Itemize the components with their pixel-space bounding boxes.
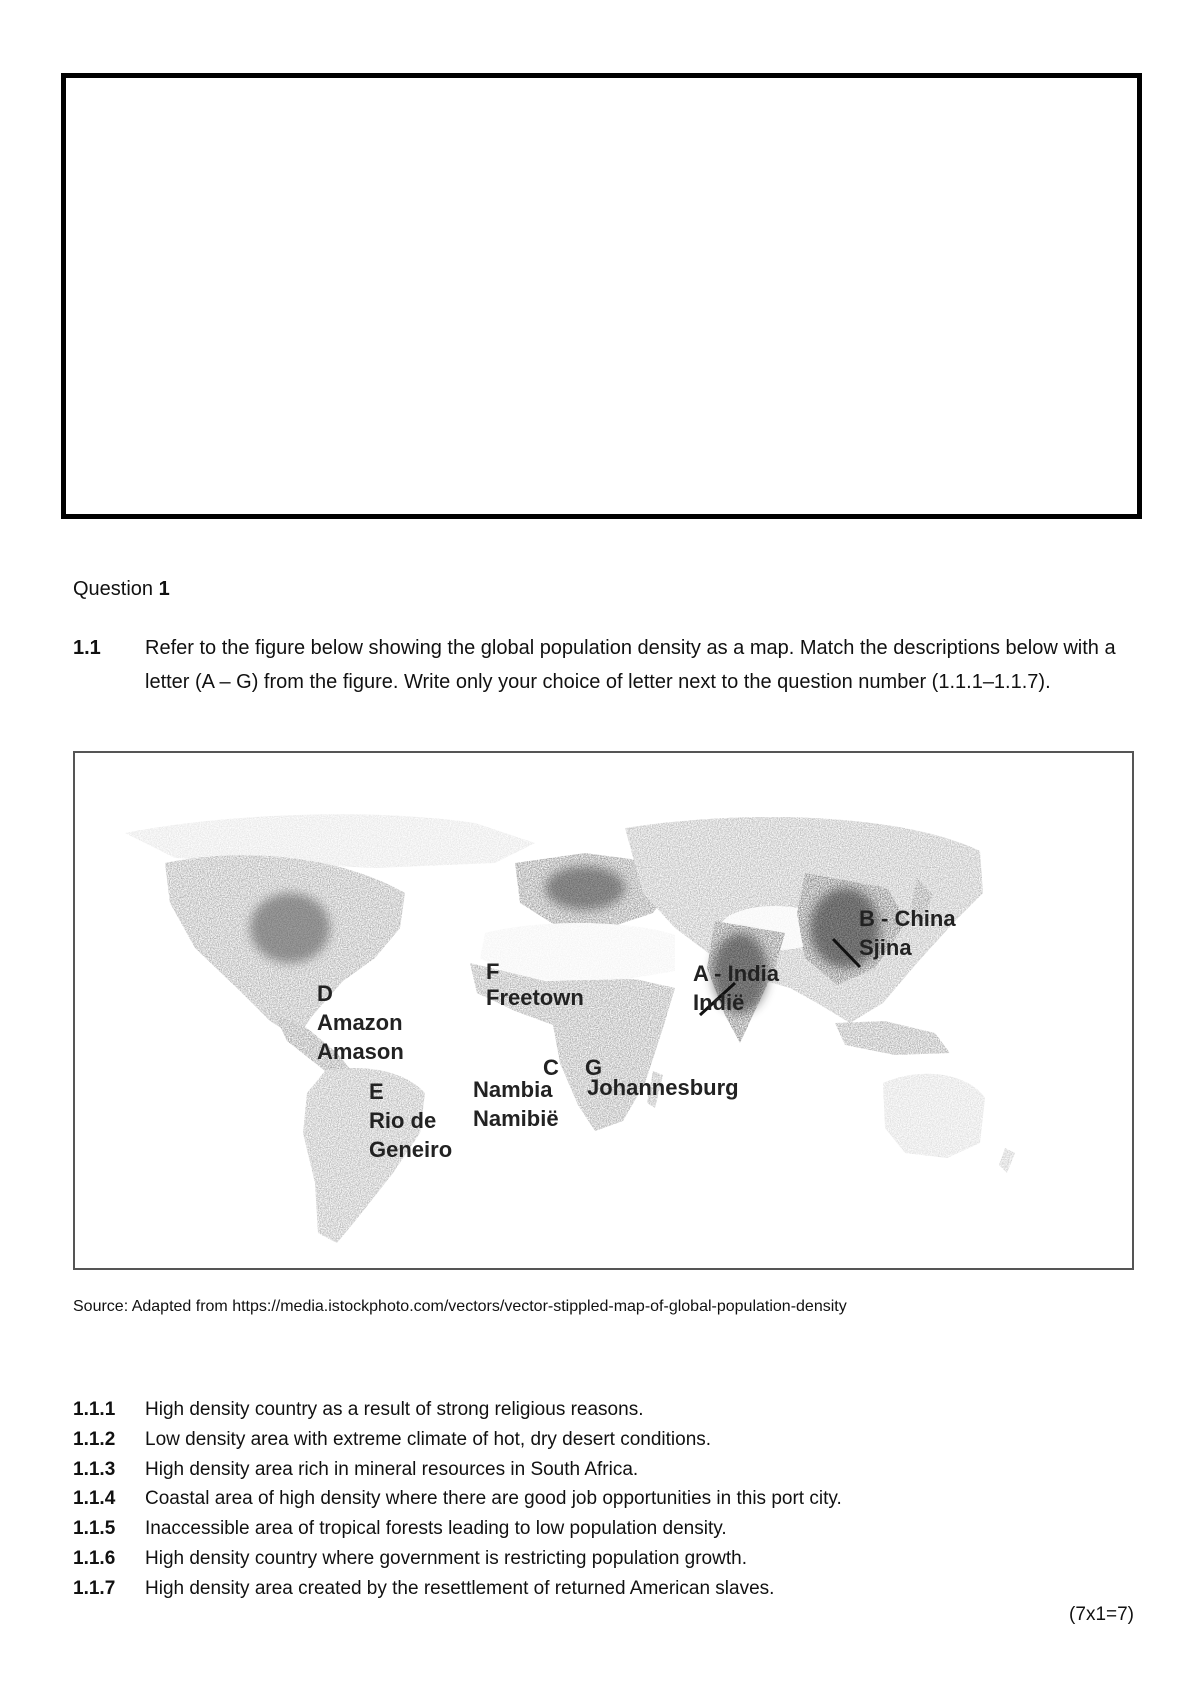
label-a-india: A - India Indië: [693, 961, 779, 1015]
label-e-rio: E Rio de Geneiro: [369, 1079, 453, 1162]
question-intro: [73, 631, 1133, 699]
label-c: C: [543, 1055, 559, 1080]
source-note: Source: Adapted from https://media.istockphoto.com/vectors/vector-stippled-map-of-global-population-density: [73, 1298, 847, 1315]
question-heading: Question 1: [73, 578, 170, 600]
population-density-map: [73, 751, 1134, 1270]
label-d-amazon: D Amazon Amason: [317, 981, 404, 1064]
label-freetown: Freetown: [486, 985, 584, 1010]
intro-number: 1.1: [73, 637, 101, 659]
world-map-graphic: [75, 753, 1134, 1270]
label-f: F: [486, 959, 500, 984]
answer-box: [61, 73, 1142, 519]
label-nambia: Nambia Namibië: [473, 1077, 559, 1131]
label-johannesburg: Johannesburg: [587, 1075, 739, 1100]
intro-text: Refer to the figure below showing the global population density as a map. Match the descriptions below with a letter (A – G) from the figure. Write only your choice of letter next to the question number (1.1.1–1.1.7).: [145, 637, 1116, 693]
label-g: G: [585, 1055, 603, 1080]
marks-allocation: (7x1=7): [1069, 1604, 1134, 1625]
label-b-china: B - China Sjina: [859, 906, 956, 960]
